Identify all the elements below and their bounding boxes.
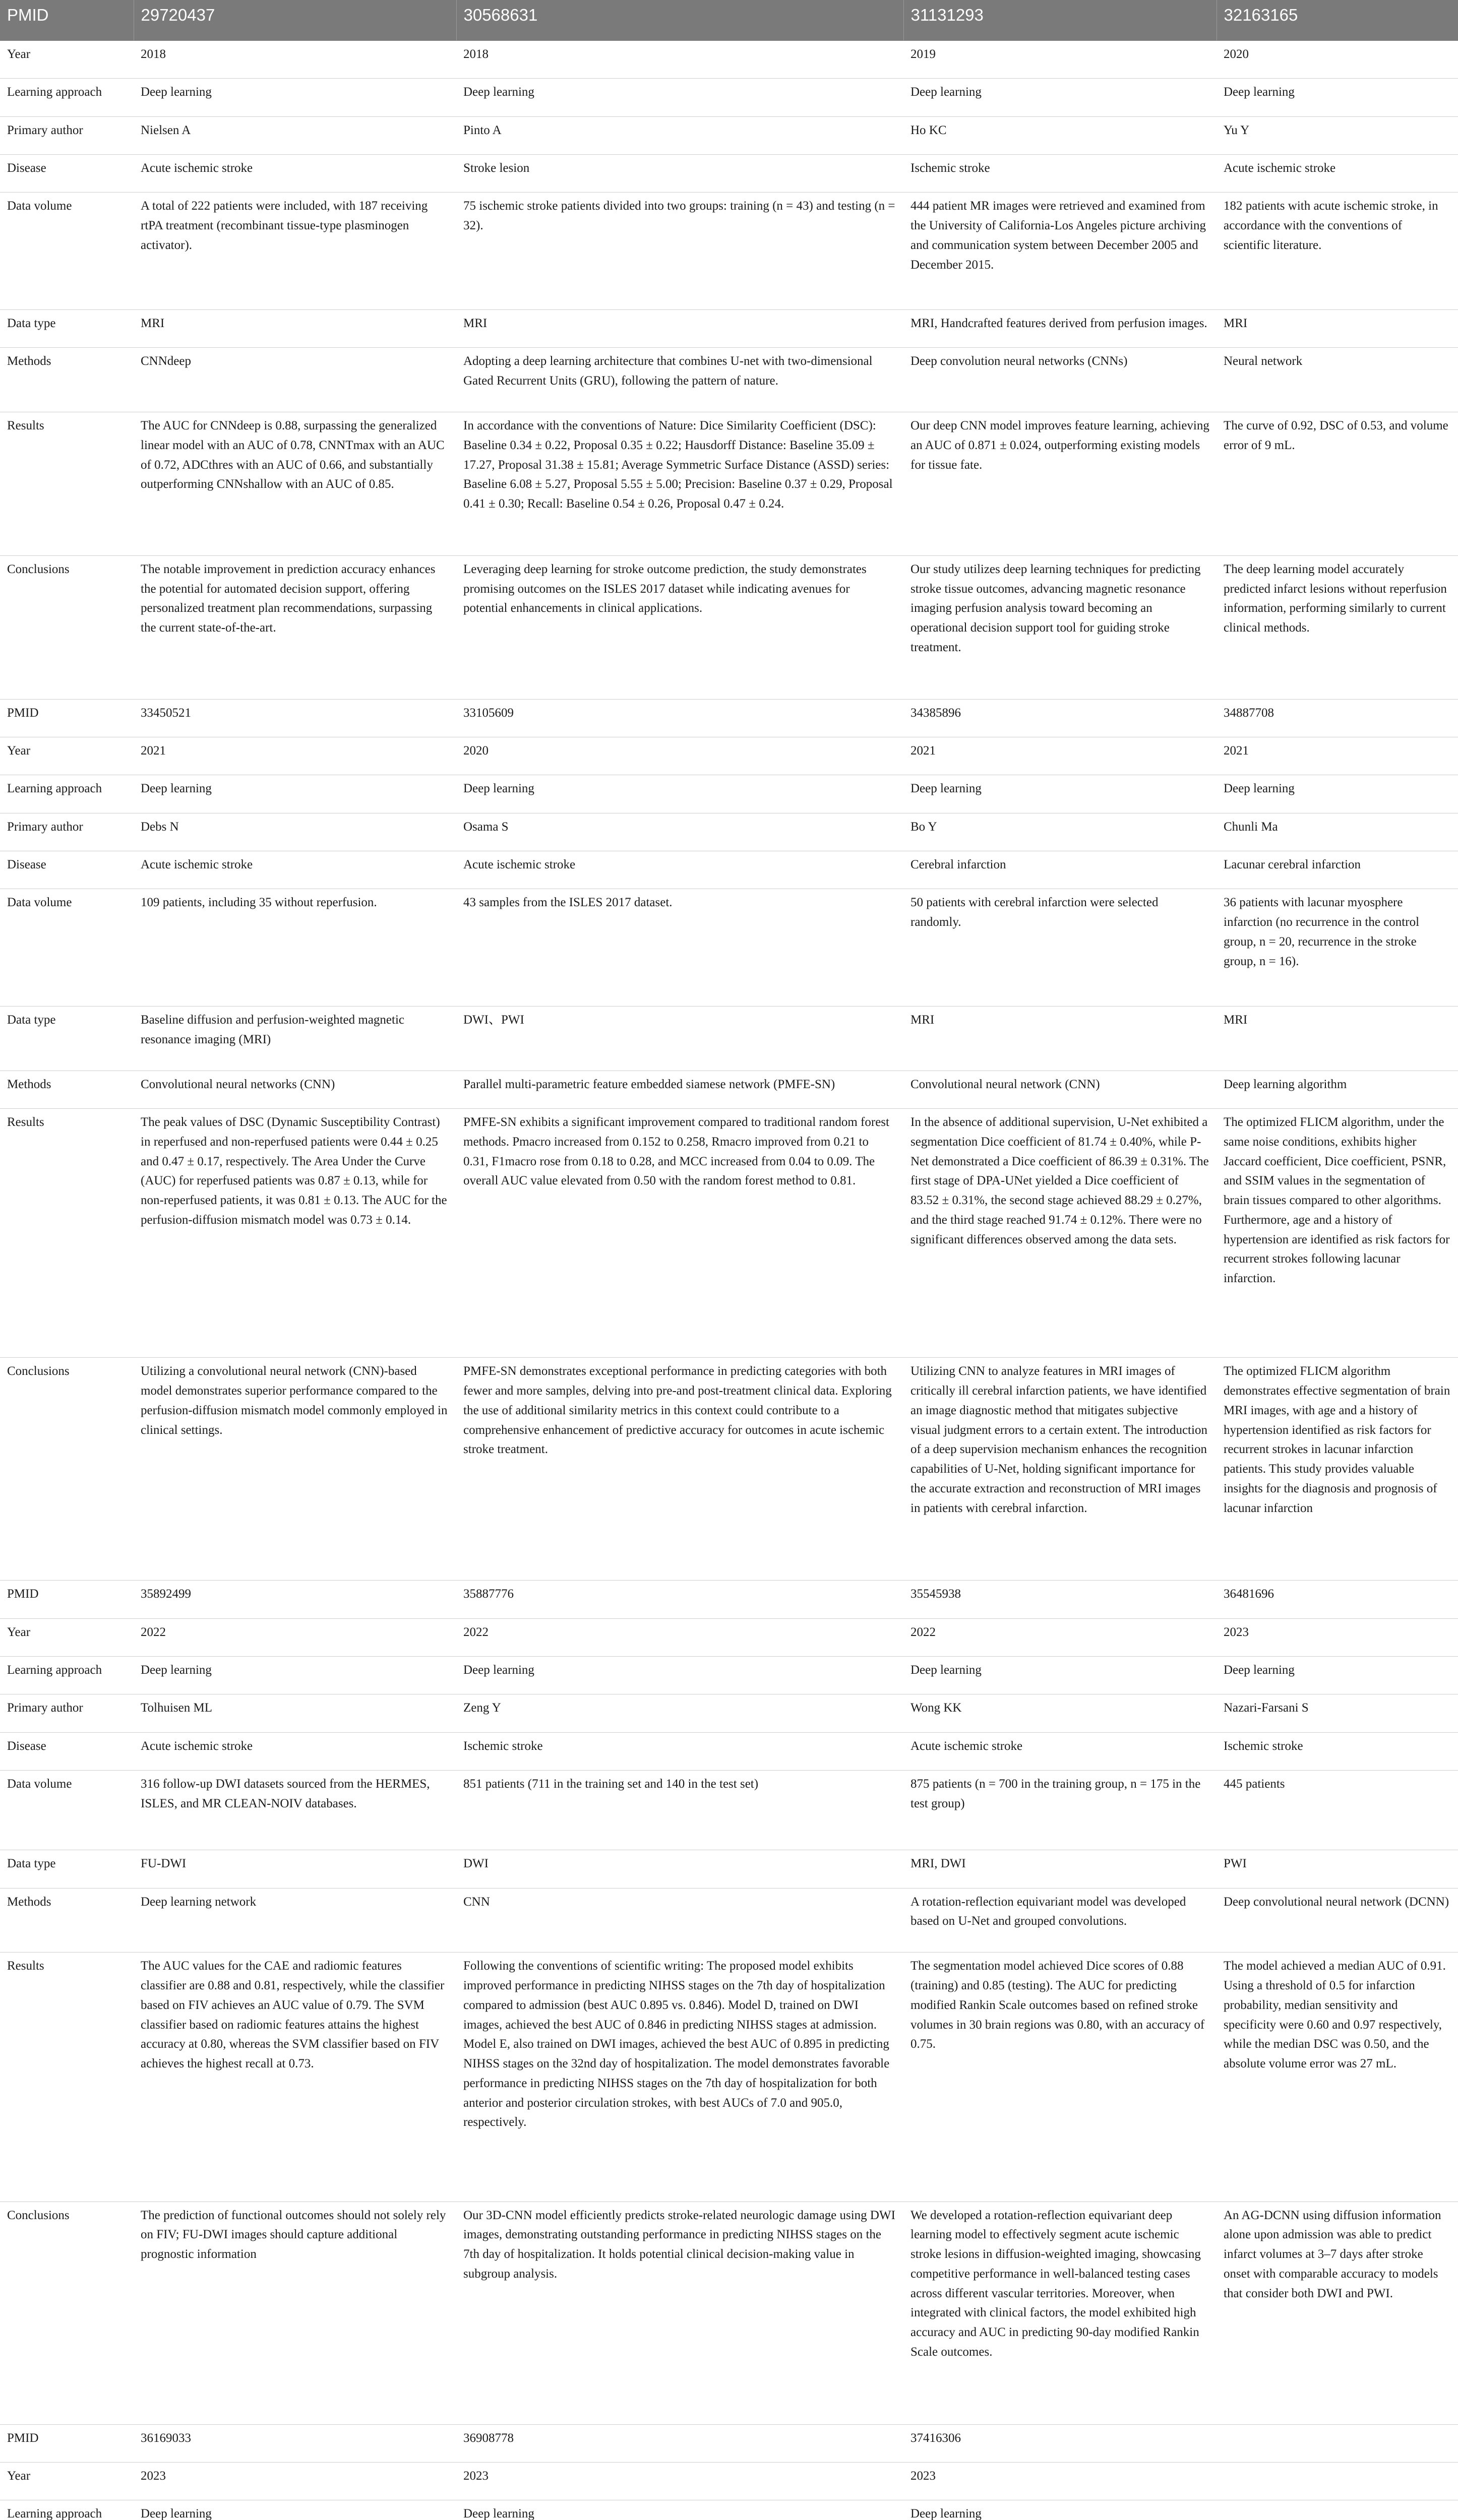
cell-author: Pinto A <box>456 116 903 154</box>
cell-datatype: MRI, Handcrafted features derived from perfusion images. <box>903 309 1217 347</box>
cell-disease: Acute ischemic stroke <box>134 1732 456 1770</box>
cell-datatype: MRI <box>456 309 903 347</box>
row-approach <box>0 2500 1458 2520</box>
field-label-author: Primary author <box>0 813 134 851</box>
cell-approach: Deep learning <box>903 79 1217 116</box>
cell-results: In accordance with the conventions of Nature: Dice Similarity Coefficient (DSC): Baseline 0.34 ± 0.22, Proposal 0.35 ± 0.22; Hausdorff Distance: Baseline 35.09 ± 17.27, Proposal 31.38 ± 15.81; Average Symmetric Surface Distance (ASSD) series: Baseline 6.08 ± 5.27, Proposal 5.55 ± 5.00; Precision: Baseline 0.37 ± 0.29, Proposal 0.41 ± 0.30; Recall: Baseline 0.54 ± 0.26, Proposal 0.47 ± 0.24. <box>456 412 903 556</box>
cell-datatype: DWI <box>456 1850 903 1888</box>
cell-approach: Deep learning <box>903 1657 1217 1694</box>
cell-year: 2023 <box>1217 1618 1458 1656</box>
cell-pmid: 33105609 <box>456 699 903 737</box>
cell-pmid <box>1217 2424 1458 2462</box>
cell-author: Yu Y <box>1217 116 1458 154</box>
cell-pmid: 32163165 <box>1217 0 1458 41</box>
cell-results: The AUC values for the CAE and radiomic features classifier are 0.88 and 0.81, respectively, while the classifier based on FIV achieves an AUC value of 0.79. The SVM classifier based on radiomic features attains the highest accuracy at 0.80, whereas the SVM classifier based on FIV achieves the highest recall at 0.73. <box>134 1952 456 2201</box>
cell-pmid: 35887776 <box>456 1581 903 1618</box>
cell-volume: 316 follow-up DWI datasets sourced from the HERMES, ISLES, and MR CLEAN-NOIV databases. <box>134 1771 456 1850</box>
field-label-datatype: Data type <box>0 309 134 347</box>
row-year <box>0 737 1458 775</box>
cell-disease: Acute ischemic stroke <box>134 155 456 193</box>
field-label-author: Primary author <box>0 1694 134 1732</box>
cell-methods: Convolutional neural networks (CNN) <box>134 1070 456 1108</box>
field-label-year: Year <box>0 737 134 775</box>
cell-pmid: 35545938 <box>903 1581 1217 1618</box>
cell-year: 2020 <box>1217 41 1458 79</box>
cell-author: Tolhuisen ML <box>134 1694 456 1732</box>
cell-pmid: 36908778 <box>456 2424 903 2462</box>
cell-results: In the absence of additional supervision, U-Net exhibited a segmentation Dice coefficient of 81.74 ± 0.40%, while P-Net demonstrated a Dice coefficient of 86.39 ± 0.31%. The first stage of DPA-UNet yielded a Dice coefficient of 83.52 ± 0.31%, the second stage achieved 88.29 ± 0.27%, and the third stage reached 91.74 ± 0.12%. There were no significant differences observed among the data sets. <box>903 1109 1217 1358</box>
row-methods <box>0 1888 1458 1952</box>
field-label-year: Year <box>0 1618 134 1656</box>
cell-volume: 43 samples from the ISLES 2017 dataset. <box>456 889 903 1006</box>
cell-datatype: PWI <box>1217 1850 1458 1888</box>
field-label-datatype: Data type <box>0 1850 134 1888</box>
field-label-pmid: PMID <box>0 1581 134 1618</box>
cell-conclusions: Leveraging deep learning for stroke outcome prediction, the study demonstrates promising outcomes on the ISLES 2017 dataset while indicating avenues for potential enhancements in clinical applications. <box>456 555 903 699</box>
cell-approach <box>1217 2500 1458 2520</box>
cell-volume: 50 patients with cerebral infarction were selected randomly. <box>903 889 1217 1006</box>
cell-disease: Acute ischemic stroke <box>903 1732 1217 1770</box>
field-label-approach: Learning approach <box>0 775 134 813</box>
row-approach <box>0 1657 1458 1694</box>
cell-year: 2023 <box>903 2463 1217 2500</box>
cell-pmid: 34887708 <box>1217 699 1458 737</box>
cell-conclusions: We developed a rotation-reflection equivariant deep learning model to effectively segment acute ischemic stroke lesions in diffusion-weighted imaging, showcasing competitive performance in well-balanced testing cases across different vascular territories. Moreover, when integrated with clinical factors, the model exhibited high accuracy and AUC in predicting 90-day modified Rankin Scale outcomes. <box>903 2201 1217 2424</box>
cell-disease: Ischemic stroke <box>456 1732 903 1770</box>
field-label-methods: Methods <box>0 348 134 412</box>
cell-disease: Stroke lesion <box>456 155 903 193</box>
cell-methods: A rotation-reflection equivariant model was developed based on U-Net and grouped convolutions. <box>903 1888 1217 1952</box>
cell-disease: Acute ischemic stroke <box>1217 155 1458 193</box>
row-conclusions <box>0 1358 1458 1581</box>
row-conclusions <box>0 555 1458 699</box>
row-disease <box>0 155 1458 193</box>
cell-approach: Deep learning <box>134 2500 456 2520</box>
row-approach <box>0 79 1458 116</box>
field-label-methods: Methods <box>0 1888 134 1952</box>
cell-pmid: 35892499 <box>134 1581 456 1618</box>
row-author <box>0 813 1458 851</box>
cell-author: Osama S <box>456 813 903 851</box>
cell-author: Debs N <box>134 813 456 851</box>
cell-year: 2019 <box>903 41 1217 79</box>
field-label-disease: Disease <box>0 155 134 193</box>
cell-datatype: MRI <box>1217 1006 1458 1070</box>
field-label-disease: Disease <box>0 1732 134 1770</box>
row-results <box>0 1952 1458 2201</box>
cell-year: 2022 <box>134 1618 456 1656</box>
cell-year: 2022 <box>903 1618 1217 1656</box>
cell-conclusions: PMFE-SN demonstrates exceptional performance in predicting categories with both fewer and more samples, delving into pre-and post-treatment clinical data. Exploring the use of additional similarity metrics in this context could contribute to a comprehensive enhancement of predictive accuracy for outcomes in acute ischemic stroke treatment. <box>456 1358 903 1581</box>
field-label-approach: Learning approach <box>0 2500 134 2520</box>
cell-methods: Neural network <box>1217 348 1458 412</box>
cell-approach: Deep learning <box>903 2500 1217 2520</box>
cell-pmid: 33450521 <box>134 699 456 737</box>
row-results <box>0 412 1458 556</box>
cell-year: 2018 <box>456 41 903 79</box>
cell-author: Nazari-Farsani S <box>1217 1694 1458 1732</box>
cell-methods: Deep convolutional neural network (DCNN) <box>1217 1888 1458 1952</box>
field-label-approach: Learning approach <box>0 79 134 116</box>
cell-methods: Parallel multi-parametric feature embedded siamese network (PMFE-SN) <box>456 1070 903 1108</box>
field-label-year: Year <box>0 2463 134 2500</box>
field-label-pmid: PMID <box>0 2424 134 2462</box>
cell-conclusions: Utilizing a convolutional neural network (CNN)-based model demonstrates superior performance compared to the perfusion-diffusion mismatch model commonly employed in clinical settings. <box>134 1358 456 1581</box>
row-datatype <box>0 1006 1458 1070</box>
field-label-volume: Data volume <box>0 889 134 1006</box>
field-label-volume: Data volume <box>0 193 134 309</box>
cell-author: Wong KK <box>903 1694 1217 1732</box>
cell-volume: 182 patients with acute ischemic stroke, in accordance with the conventions of scientific literature. <box>1217 193 1458 309</box>
cell-volume: 36 patients with lacunar myosphere infarction (no recurrence in the control group, n = 20, recurrence in the stroke group, n = 16). <box>1217 889 1458 1006</box>
row-pmid <box>0 1581 1458 1618</box>
field-label-conclusions: Conclusions <box>0 1358 134 1581</box>
row-disease <box>0 851 1458 889</box>
cell-year: 2021 <box>1217 737 1458 775</box>
cell-results: The model achieved a median AUC of 0.91. Using a threshold of 0.5 for infarction probability, median sensitivity and specificity were 0.60 and 0.97 respectively, while the median DSC was 0.50, and the absolute volume error was 27 mL. <box>1217 1952 1458 2201</box>
cell-pmid: 36169033 <box>134 2424 456 2462</box>
cell-volume: 445 patients <box>1217 1771 1458 1850</box>
cell-author: Chunli Ma <box>1217 813 1458 851</box>
cell-volume: A total of 222 patients were included, with 187 receiving rtPA treatment (recombinant tissue-type plasminogen activator). <box>134 193 456 309</box>
cell-year: 2021 <box>903 737 1217 775</box>
cell-results: The peak values of DSC (Dynamic Susceptibility Contrast) in reperfused and non-reperfused patients were 0.44 ± 0.25 and 0.47 ± 0.17, respectively. The Area Under the Curve (AUC) for reperfused patients was 0.87 ± 0.13, while for non-reperfused patients, it was 0.81 ± 0.13. The AUC for the perfusion-diffusion mismatch model was 0.73 ± 0.14. <box>134 1109 456 1358</box>
cell-disease: Lacunar cerebral infarction <box>1217 851 1458 889</box>
cell-year: 2022 <box>456 1618 903 1656</box>
cell-results: The segmentation model achieved Dice scores of 0.88 (training) and 0.85 (testing). The AUC for predicting modified Rankin Scale outcomes based on refined stroke volumes in 30 brain regions was 0.80, with an accuracy of 0.75. <box>903 1952 1217 2201</box>
cell-pmid: 37416306 <box>903 2424 1217 2462</box>
cell-conclusions: An AG-DCNN using diffusion information alone upon admission was able to predict infarct volumes at 3–7 days after stroke onset with comparable accuracy to models that consider both DWI and PWI. <box>1217 2201 1458 2424</box>
row-author <box>0 116 1458 154</box>
row-disease <box>0 1732 1458 1770</box>
row-methods <box>0 348 1458 412</box>
cell-results: Following the conventions of scientific writing: The proposed model exhibits improved performance in predicting NIHSS stages on the 7th day of hospitalization compared to admission (best AUC 0.895 vs. 0.846). Model D, trained on DWI images, achieved the best AUC of 0.846 in predicting NIHSS stages at admission. Model E, also trained on DWI images, achieved the best AUC of 0.895 in predicting NIHSS stages on the 32nd day of hospitalization. The model demonstrates favorable performance in predicting NIHSS stages on the 7th day of hospitalization for both anterior and posterior circulation strokes, with best AUCs of 7.0 and 905.0, respectively. <box>456 1952 903 2201</box>
cell-datatype: Baseline diffusion and perfusion-weighted magnetic resonance imaging (MRI) <box>134 1006 456 1070</box>
cell-datatype: MRI, DWI <box>903 1850 1217 1888</box>
field-label-volume: Data volume <box>0 1771 134 1850</box>
cell-conclusions: The optimized FLICM algorithm demonstrates effective segmentation of brain MRI images, with age and a history of hypertension identified as risk factors for recurrent strokes in lacunar infarction patients. This study provides valuable insights for the diagnosis and prognosis of lacunar infarction <box>1217 1358 1458 1581</box>
field-label-datatype: Data type <box>0 1006 134 1070</box>
row-pmid <box>0 0 1458 41</box>
cell-volume: 444 patient MR images were retrieved and examined from the University of California-Los Angeles picture archiving and communication system between December 2005 and December 2015. <box>903 193 1217 309</box>
cell-year: 2021 <box>134 737 456 775</box>
cell-datatype: DWI、PWI <box>456 1006 903 1070</box>
cell-methods: Deep learning algorithm <box>1217 1070 1458 1108</box>
cell-conclusions: Our study utilizes deep learning techniques for predicting stroke tissue outcomes, advancing magnetic resonance imaging perfusion analysis toward becoming an operational decision support tool for guiding stroke treatment. <box>903 555 1217 699</box>
cell-results: The curve of 0.92, DSC of 0.53, and volume error of 9 mL. <box>1217 412 1458 556</box>
row-volume <box>0 193 1458 309</box>
field-label-pmid: PMID <box>0 699 134 737</box>
cell-pmid: 29720437 <box>134 0 456 41</box>
cell-author: Nielsen A <box>134 116 456 154</box>
cell-approach: Deep learning <box>456 775 903 813</box>
cell-approach: Deep learning <box>456 79 903 116</box>
cell-methods: Deep convolution neural networks (CNNs) <box>903 348 1217 412</box>
cell-pmid: 36481696 <box>1217 1581 1458 1618</box>
field-label-results: Results <box>0 1109 134 1358</box>
row-conclusions <box>0 2201 1458 2424</box>
cell-results: The optimized FLICM algorithm, under the same noise conditions, exhibits higher Jaccard coefficient, Dice coefficient, PSNR, and SSIM values in the segmentation of brain tissues compared to other algorithms. Furthermore, age and a history of hypertension are identified as risk factors for recurrent strokes following lacunar infarction. <box>1217 1109 1458 1358</box>
cell-year: 2020 <box>456 737 903 775</box>
cell-datatype: MRI <box>134 309 456 347</box>
cell-methods: Convolutional neural network (CNN) <box>903 1070 1217 1108</box>
cell-year <box>1217 2463 1458 2500</box>
cell-datatype: FU-DWI <box>134 1850 456 1888</box>
cell-disease: Cerebral infarction <box>903 851 1217 889</box>
cell-results: The AUC for CNNdeep is 0.88, surpassing the generalized linear model with an AUC of 0.78, CNNTmax with an AUC of 0.72, ADCthres with an AUC of 0.66, and substantially outperforming CNNshallow with an AUC of 0.85. <box>134 412 456 556</box>
cell-results: Our deep CNN model improves feature learning, achieving an AUC of 0.871 ± 0.024, outperforming existing models for tissue fate. <box>903 412 1217 556</box>
row-year <box>0 41 1458 79</box>
cell-approach: Deep learning <box>456 1657 903 1694</box>
row-author <box>0 1694 1458 1732</box>
cell-approach: Deep learning <box>1217 775 1458 813</box>
row-year <box>0 2463 1458 2500</box>
row-volume <box>0 1771 1458 1850</box>
cell-methods: Adopting a deep learning architecture that combines U-net with two-dimensional Gated Recurrent Units (GRU), following the pattern of nature. <box>456 348 903 412</box>
row-volume <box>0 889 1458 1006</box>
cell-volume: 75 ischemic stroke patients divided into two groups: training (n = 43) and testing (n = 32). <box>456 193 903 309</box>
cell-disease: Ischemic stroke <box>1217 1732 1458 1770</box>
field-label-disease: Disease <box>0 851 134 889</box>
cell-year: 2023 <box>134 2463 456 2500</box>
cell-approach: Deep learning <box>134 775 456 813</box>
field-label-year: Year <box>0 41 134 79</box>
cell-disease: Acute ischemic stroke <box>456 851 903 889</box>
cell-disease: Acute ischemic stroke <box>134 851 456 889</box>
cell-approach: Deep learning <box>134 1657 456 1694</box>
cell-conclusions: The prediction of functional outcomes should not solely rely on FIV; FU-DWI images should capture additional prognostic information <box>134 2201 456 2424</box>
cell-conclusions: The notable improvement in prediction accuracy enhances the potential for automated decision support, offering personalized treatment plan recommendations, surpassing the current state-of-the-art. <box>134 555 456 699</box>
cell-pmid: 31131293 <box>903 0 1217 41</box>
cell-approach: Deep learning <box>134 79 456 116</box>
cell-methods: CNNdeep <box>134 348 456 412</box>
field-label-methods: Methods <box>0 1070 134 1108</box>
field-label-results: Results <box>0 412 134 556</box>
row-pmid <box>0 699 1458 737</box>
cell-conclusions: The deep learning model accurately predicted infarct lesions without reperfusion information, performing similarly to current clinical methods. <box>1217 555 1458 699</box>
cell-volume: 109 patients, including 35 without reperfusion. <box>134 889 456 1006</box>
cell-author: Ho KC <box>903 116 1217 154</box>
cell-results: PMFE-SN exhibits a significant improvement compared to traditional random forest methods. Pmacro increased from 0.152 to 0.258, Rmacro improved from 0.21 to 0.31, F1macro rose from 0.18 to 0.28, and MCC increased from 0.04 to 0.09. The overall AUC value elevated from 0.50 with the random forest method to 0.81. <box>456 1109 903 1358</box>
cell-year: 2023 <box>456 2463 903 2500</box>
cell-methods: Deep learning network <box>134 1888 456 1952</box>
cell-datatype: MRI <box>1217 309 1458 347</box>
row-datatype <box>0 309 1458 347</box>
cell-approach: Deep learning <box>1217 1657 1458 1694</box>
field-label-conclusions: Conclusions <box>0 2201 134 2424</box>
row-approach <box>0 775 1458 813</box>
field-label-approach: Learning approach <box>0 1657 134 1694</box>
cell-author: Bo Y <box>903 813 1217 851</box>
row-datatype <box>0 1850 1458 1888</box>
row-methods <box>0 1070 1458 1108</box>
cell-conclusions: Our 3D-CNN model efficiently predicts stroke-related neurologic damage using DWI images, demonstrating outstanding performance in predicting NIHSS stages on the 7th day of hospitalization. It holds potential clinical decision-making value in subgroup analysis. <box>456 2201 903 2424</box>
row-year <box>0 1618 1458 1656</box>
cell-disease: Ischemic stroke <box>903 155 1217 193</box>
cell-volume: 851 patients (711 in the training set and 140 in the test set) <box>456 1771 903 1850</box>
row-pmid <box>0 2424 1458 2462</box>
field-label-pmid: PMID <box>0 0 134 41</box>
cell-year: 2018 <box>134 41 456 79</box>
field-label-results: Results <box>0 1952 134 2201</box>
field-label-author: Primary author <box>0 116 134 154</box>
field-label-conclusions: Conclusions <box>0 555 134 699</box>
cell-approach: Deep learning <box>456 2500 903 2520</box>
cell-methods: CNN <box>456 1888 903 1952</box>
cell-datatype: MRI <box>903 1006 1217 1070</box>
row-results <box>0 1109 1458 1358</box>
cell-pmid: 34385896 <box>903 699 1217 737</box>
cell-approach: Deep learning <box>1217 79 1458 116</box>
cell-conclusions: Utilizing CNN to analyze features in MRI images of critically ill cerebral infarction patients, we have identified an image diagnostic method that mitigates subjective visual judgment errors to a certain extent. The introduction of a deep supervision mechanism enhances the recognition capabilities of U-Net, holding significant importance for the accurate extraction and reconstruction of MRI images in patients with cerebral infarction. <box>903 1358 1217 1581</box>
cell-pmid: 30568631 <box>456 0 903 41</box>
cell-volume: 875 patients (n = 700 in the training group, n = 175 in the test group) <box>903 1771 1217 1850</box>
cell-approach: Deep learning <box>903 775 1217 813</box>
cell-author: Zeng Y <box>456 1694 903 1732</box>
